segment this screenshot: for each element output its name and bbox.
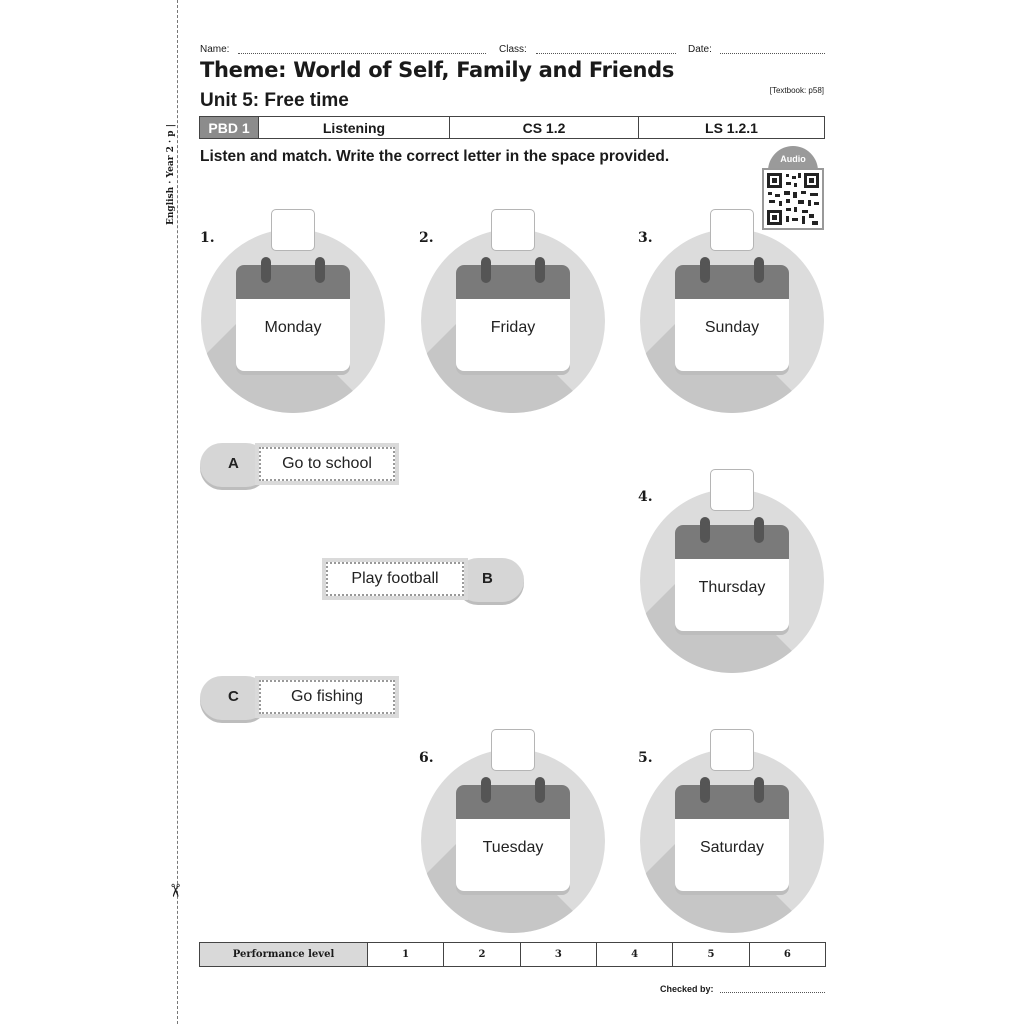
- calendar-card: [640, 749, 824, 933]
- pbd-label: PBD 1: [200, 117, 258, 138]
- day-label: Tuesday: [482, 839, 544, 856]
- day-label: Friday: [490, 319, 536, 336]
- day-label: Thursday: [698, 579, 766, 596]
- item-number: 2.: [419, 230, 434, 246]
- item-number: 1.: [200, 230, 215, 246]
- answer-box[interactable]: [491, 729, 535, 771]
- day-label: Saturday: [699, 839, 765, 856]
- calendar-icon: [456, 785, 570, 891]
- activity-letter: B: [482, 570, 493, 587]
- performance-level[interactable]: 6: [749, 943, 825, 966]
- calendar-card: [421, 749, 605, 933]
- cut-line: [177, 0, 178, 1024]
- answer-box[interactable]: [271, 209, 315, 251]
- scissors-icon: ✂: [165, 882, 186, 899]
- audio-label: Audio: [768, 146, 818, 180]
- calendar-icon: [456, 265, 570, 371]
- calendar-card: [421, 229, 605, 413]
- performance-level[interactable]: 2: [443, 943, 519, 966]
- activity-label: Go to school: [259, 447, 395, 481]
- qr-code-icon: [762, 168, 824, 230]
- activity-label: Go fishing: [259, 680, 395, 714]
- item-number: 5.: [638, 750, 653, 766]
- activity-label: Play football: [326, 562, 464, 596]
- class-label: Class:: [499, 44, 527, 55]
- calendar-icon: [236, 265, 350, 371]
- day-label: Sunday: [704, 319, 760, 336]
- checked-by-label: Checked by:: [660, 984, 714, 994]
- calendar-card: [201, 229, 385, 413]
- performance-level[interactable]: 5: [672, 943, 748, 966]
- calendar-card: [640, 489, 824, 673]
- calendar-card: [640, 229, 824, 413]
- answer-box[interactable]: [710, 209, 754, 251]
- performance-level[interactable]: 4: [596, 943, 672, 966]
- activity-b: [322, 558, 524, 602]
- standards-bar: [199, 116, 825, 139]
- calendar-icon: [675, 785, 789, 891]
- calendar-icon: [675, 525, 789, 631]
- name-field[interactable]: [238, 53, 486, 54]
- audio-qr[interactable]: [762, 146, 824, 230]
- activity-letter: A: [228, 455, 239, 472]
- side-label: English · Year 2 · p |: [166, 124, 176, 225]
- item-number: 6.: [419, 750, 434, 766]
- activity-c: [200, 676, 400, 720]
- activity-letter: C: [228, 688, 239, 705]
- class-field[interactable]: [536, 53, 676, 54]
- answer-box[interactable]: [491, 209, 535, 251]
- performance-table: [199, 942, 826, 967]
- item-number: 3.: [638, 230, 653, 246]
- answer-box[interactable]: [710, 729, 754, 771]
- content-standard: CS 1.2: [449, 117, 638, 138]
- date-field[interactable]: [720, 53, 825, 54]
- learning-standard: LS 1.2.1: [638, 117, 824, 138]
- name-label: Name:: [200, 44, 230, 55]
- activity-a: [200, 443, 400, 487]
- performance-header: Performance level: [200, 943, 367, 966]
- date-label: Date:: [688, 44, 712, 55]
- skill-label: Listening: [258, 117, 449, 138]
- checked-by-field[interactable]: [720, 992, 825, 993]
- unit-title: Unit 5: Free time: [200, 90, 349, 111]
- performance-level[interactable]: 1: [367, 943, 443, 966]
- day-label: Monday: [264, 319, 322, 336]
- theme-title: Theme: World of Self, Family and Friends: [200, 58, 675, 82]
- textbook-ref: [Textbook: p58]: [769, 86, 824, 95]
- instruction: Listen and match. Write the correct letter in the space provided.: [200, 148, 670, 165]
- performance-level[interactable]: 3: [520, 943, 596, 966]
- calendar-icon: [675, 265, 789, 371]
- answer-box[interactable]: [710, 469, 754, 511]
- item-number: 4.: [638, 489, 653, 505]
